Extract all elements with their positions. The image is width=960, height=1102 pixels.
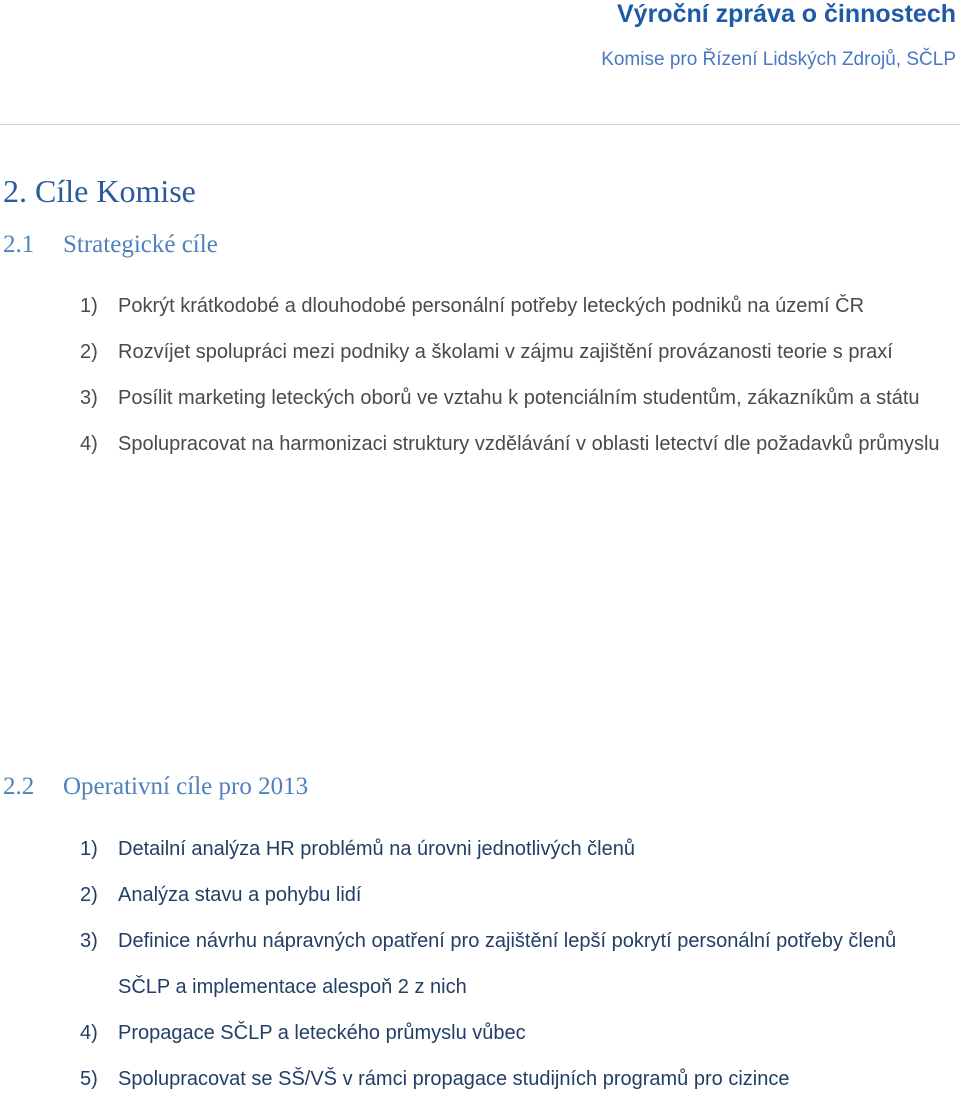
list-item-text: Spolupracovat na harmonizaci struktury vzdělávání v oblasti letectví dle požadavků průmyslu [118,433,940,455]
list-item-text: Detailní analýza HR problémů na úrovni jednotlivých členů [118,838,635,860]
list-marker: 1) [80,295,98,317]
list-item-text: Propagace SČLP a leteckého průmyslu vůbec [118,1022,526,1044]
list-marker: 5) [80,1068,98,1090]
list-item [80,421,950,467]
list-marker: 2) [80,884,98,906]
list-marker: 4) [80,1022,98,1044]
list-item-text: Spolupracovat se SŠ/VŠ v rámci propagace studijních programů pro cizince [118,1068,790,1090]
list-item-text: Posílit marketing leteckých oborů ve vztahu k potenciálním studentům, zákazníkům a státu [118,387,920,409]
section-title: Operativní cíle pro 2013 [63,773,309,800]
list-item-text: Pokrýt krátkodobé a dlouhodobé personální potřeby leteckých podniků na území ČR [118,295,865,317]
list-item [80,375,950,421]
list-marker: 3) [80,930,98,952]
list-marker: 1) [80,838,98,860]
section-title: Strategické cíle [63,231,218,258]
section-heading-strategic [3,230,218,260]
list-item-text: Definice návrhu nápravných opatření pro zajištění lepší pokrytí personální potřeby členů SČLP a implementace alespoň 2 z nich [118,930,897,998]
list-item [80,826,950,872]
page-header [601,0,956,71]
section-heading-operative [3,772,308,802]
list-item [80,283,950,329]
list-item [80,872,950,918]
report-subtitle: Komise pro Řízení Lidských Zdrojů, SČLP [601,49,956,70]
list-item-text: Rozvíjet spolupráci mezi podniky a školami v zájmu zajištění provázanosti teorie s praxí [118,341,893,363]
list-item [80,1056,950,1102]
strategic-goals-list [80,283,950,467]
report-title: Výroční zpráva o činnostech [617,0,956,28]
list-marker: 4) [80,433,98,455]
section-number: 2.2 [3,773,35,800]
list-marker: 3) [80,387,98,409]
operative-goals-list [80,826,950,1102]
list-item-text: Analýza stavu a pohybu lidí [118,884,362,906]
list-item [80,1010,950,1056]
list-item [80,918,950,1010]
chapter-heading: 2. Cíle Komise [3,173,196,209]
list-item [80,329,950,375]
section-number: 2.1 [3,231,35,258]
header-divider [0,124,960,125]
list-marker: 2) [80,341,98,363]
